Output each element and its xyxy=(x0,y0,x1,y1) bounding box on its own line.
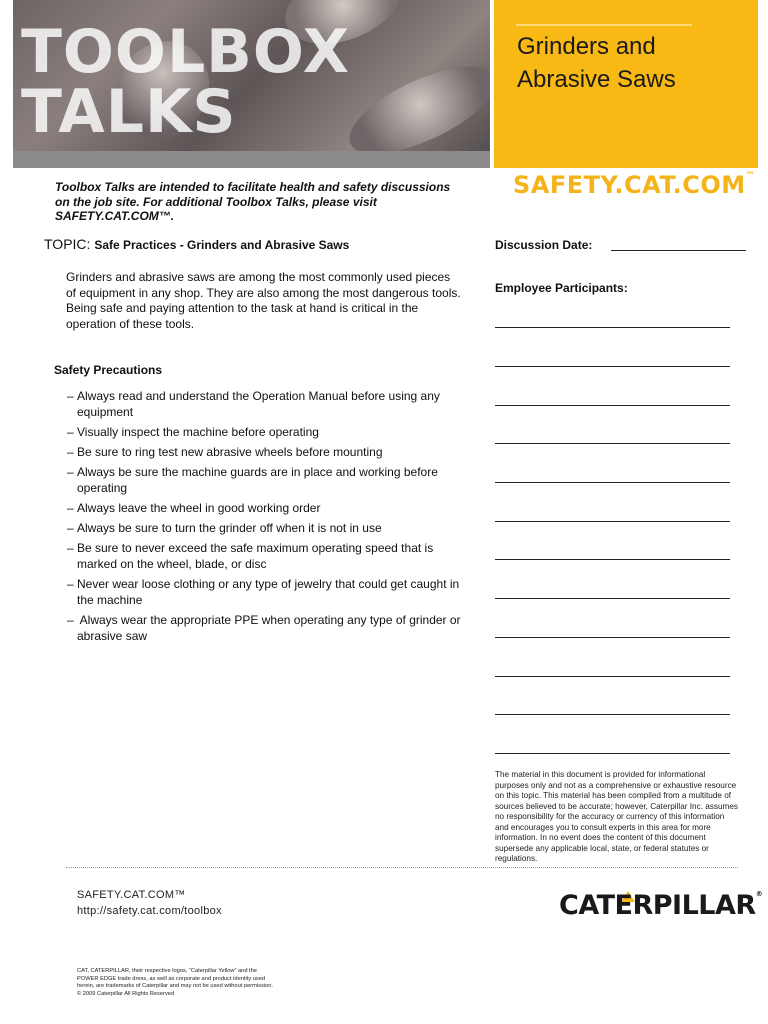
header-banner-image xyxy=(13,0,490,168)
intro-paragraph: Grinders and abrasive saws are among the most commonly used pieces of equipment in any shop. They are also among the most dangerous tools. Being safe and paying attention to the task at hand is critical in the operation of these tools. xyxy=(66,270,461,331)
employee-participants-label: Employee Participants: xyxy=(495,281,628,295)
caterpillar-logo-tm: ® xyxy=(755,890,763,898)
precaution-text: Always be sure to turn the grinder off when it is not in use xyxy=(77,521,382,535)
precaution-item xyxy=(64,464,464,496)
banner-title-line2: TALKS xyxy=(21,77,237,147)
footer-divider xyxy=(66,867,738,868)
safety-logo-text: SAFETY.CAT.COM xyxy=(513,171,746,199)
title-line2: Abrasive Saws xyxy=(517,66,676,93)
footer-links xyxy=(77,887,222,919)
precaution-text: Be sure to ring test new abrasive wheels before mounting xyxy=(77,445,383,459)
caterpillar-logo xyxy=(559,890,762,921)
title-rule xyxy=(516,24,692,26)
topic-label: TOPIC: xyxy=(44,236,91,252)
participant-line[interactable] xyxy=(495,598,730,599)
title-box xyxy=(494,0,758,168)
participant-line[interactable] xyxy=(495,366,730,367)
dash: – xyxy=(67,521,74,535)
participant-line[interactable] xyxy=(495,521,730,522)
intro-text: Toolbox Talks are intended to facilitate health and safety discussions on the job site. For additional Toolbox Talks, please visit SAFETY.CAT.COM™. xyxy=(55,180,451,223)
topic-line xyxy=(44,236,349,252)
dash: – xyxy=(67,425,74,439)
caterpillar-logo-text: CATERPILLAR xyxy=(559,890,756,921)
topic-text: Safe Practices - Grinders and Abrasive Saws xyxy=(94,238,350,252)
title-line1: Grinders and xyxy=(517,33,656,60)
participant-line[interactable] xyxy=(495,714,730,715)
precaution-item xyxy=(64,612,464,644)
participant-line[interactable] xyxy=(495,327,730,328)
precaution-text: Always read and understand the Operation Manual before using any equipment xyxy=(77,389,440,419)
participant-line[interactable] xyxy=(495,482,730,483)
dash: – xyxy=(67,465,74,479)
precaution-text: Never wear loose clothing or any type of jewelry that could get caught in the machine xyxy=(77,577,460,607)
precaution-item xyxy=(64,576,464,608)
disclaimer-text: The material in this document is provided for informational purposes only and not as a comprehensive or exhaustive resource on this topic. This material has been compiled from a multitude of sources believed to be accurate; however, Caterpillar Inc. assumes no responsibility for the accuracy or currency of this information and encourages you to consult experts in this area for more information. In no event does the content of this document supersede any applicable local, state, or federal statutes or regulations. xyxy=(495,770,739,863)
dash: – xyxy=(67,445,74,459)
participant-line[interactable] xyxy=(495,676,730,677)
banner-title xyxy=(21,17,351,147)
precaution-text: Visually inspect the machine before operating xyxy=(77,425,319,439)
precaution-item xyxy=(64,500,464,516)
legal-notice: CAT, CATERPILLAR, their respective logos, “Caterpillar Yellow” and the POWER EDGE trade dress, as well as corporate and product identity used herein, are trademarks of Caterpillar and may not be used without permission. © 2009 Caterpillar All Rights Reserved xyxy=(77,968,273,997)
dash: – xyxy=(67,613,74,627)
precaution-text: Always wear the appropriate PPE when operating any type of grinder or abrasive saw xyxy=(77,613,461,643)
precaution-item xyxy=(64,540,464,572)
precaution-item xyxy=(64,388,464,420)
banner-stripe xyxy=(13,151,490,168)
precaution-text: Be sure to never exceed the safe maximum operating speed that is marked on the wheel, blade, or disc xyxy=(77,541,434,571)
participant-line[interactable] xyxy=(495,559,730,560)
precautions-heading: Safety Precautions xyxy=(54,363,163,377)
safety-cat-logo xyxy=(513,171,755,199)
banner-title-line1: TOOLBOX xyxy=(21,17,351,87)
participant-line[interactable] xyxy=(495,753,730,754)
precaution-item xyxy=(64,520,464,536)
dash: – xyxy=(67,501,74,515)
precaution-item xyxy=(64,444,464,460)
precaution-text: Always leave the wheel in good working order xyxy=(77,501,321,515)
precautions-list xyxy=(64,388,464,648)
document-title xyxy=(517,30,747,96)
discussion-date-label: Discussion Date: xyxy=(495,238,593,252)
safety-logo-tm: ™ xyxy=(745,171,756,181)
footer-site: SAFETY.CAT.COM™ xyxy=(77,889,186,901)
dash: – xyxy=(67,541,74,555)
participant-line[interactable] xyxy=(495,443,730,444)
dash: – xyxy=(67,389,74,403)
dash: – xyxy=(67,577,74,591)
discussion-date-field[interactable] xyxy=(611,250,746,251)
precaution-item xyxy=(64,424,464,440)
precaution-text: Always be sure the machine guards are in place and working before operating xyxy=(77,465,438,495)
footer-url-link[interactable]: http://safety.cat.com/toolbox xyxy=(77,905,222,917)
participant-line[interactable] xyxy=(495,637,730,638)
participant-line[interactable] xyxy=(495,405,730,406)
